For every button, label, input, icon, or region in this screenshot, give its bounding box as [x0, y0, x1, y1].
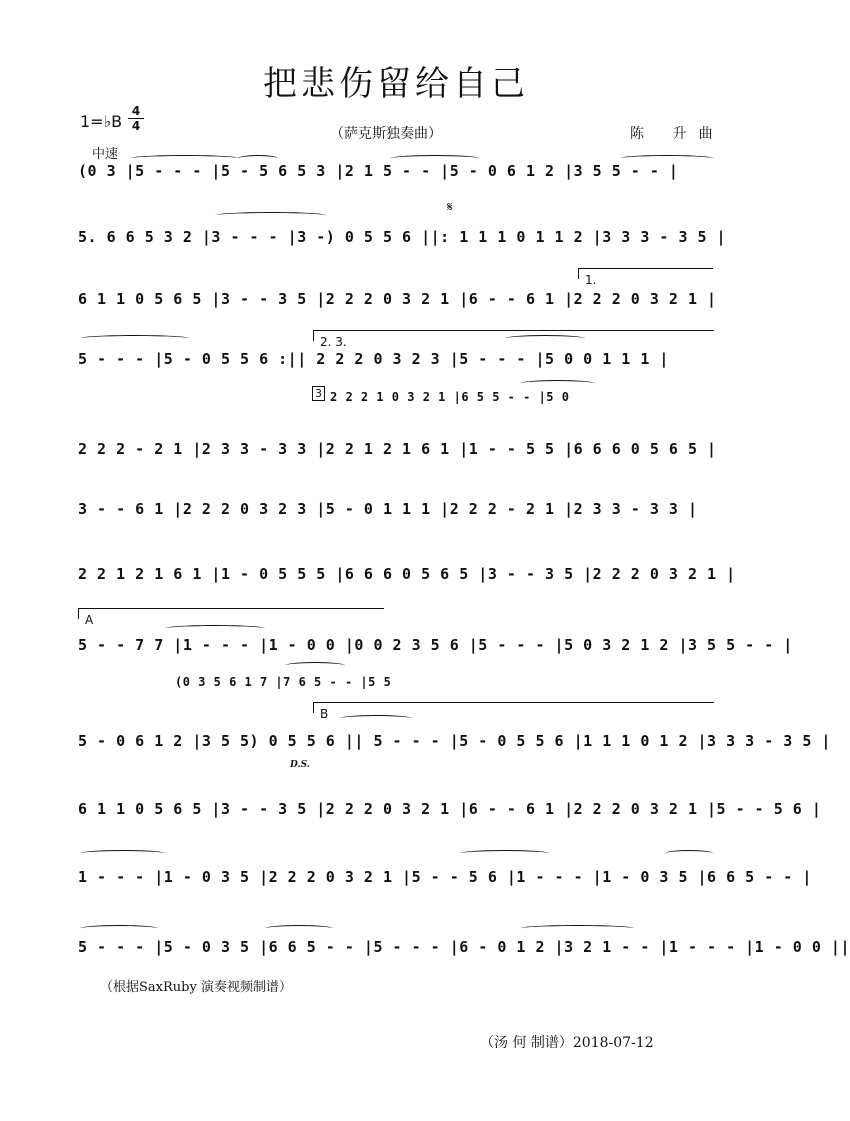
slur-line13c	[665, 850, 713, 857]
source-note: （根据SaxRuby 演奏视频制谱）	[100, 980, 292, 995]
staff-line-1: (0 3 |5 - - - |5 - 5 6 5 3 |2 1 5 - - |5 - 0 6 1 2 |3 5 5 - - |	[78, 162, 679, 180]
time-signature-top: 4	[131, 104, 141, 118]
volta-1	[578, 268, 713, 287]
slur-line13	[80, 850, 166, 857]
staff-line-10: 6 1 1 0 5 6 5 |3 - - 3 5 |2 2 2 0 3 2 1 |6 - - 6 1 |2 2 2 0 3 2 1 |5 - - 5 6 |	[78, 800, 822, 818]
section-a-bracket	[78, 608, 384, 627]
composer: 陈 升曲	[630, 126, 725, 142]
staff-line-12: 5 - - - |5 - 0 3 5 |6 6 5 - - |5 - - - |6 - 0 1 2 |3 2 1 - - |1 - - - |1 - 0 0 ||	[78, 938, 850, 956]
time-signature-bottom: 4	[128, 118, 144, 133]
staff-line-9: 5 - 0 6 1 2 |3 5 5) 0 5 5 6 || 5 - - - |5 - 0 5 5 6 |1 1 1 0 1 2 |3 3 3 - 3 5 |	[78, 732, 831, 750]
slur-line1b	[390, 155, 480, 162]
staff-line-4: 5 - - - |5 - 0 5 5 6 :|| 2 2 2 0 3 2 3 |5 - - - |5 0 0 1 1 1 |	[78, 350, 669, 368]
staff-line-8: 5 - - 7 7 |1 - - - |1 - 0 0 |0 0 2 3 5 6 |5 - - - |5 0 3 2 1 2 |3 5 5 - - |	[78, 636, 793, 654]
segno-sign: 𝄋	[447, 200, 453, 215]
slur-line14	[80, 925, 158, 932]
transcriber-credit: （汤 何 制谱）2018-07-12	[480, 1035, 654, 1051]
slur-line4	[80, 335, 190, 342]
staff-line-3: 6 1 1 0 5 6 5 |3 - - 3 5 |2 2 2 0 3 2 1 |6 - - 6 1 |2 2 2 0 3 2 1 |	[78, 290, 717, 308]
subtitle: （萨克斯独奏曲）	[330, 126, 442, 142]
slur-line1	[130, 155, 240, 162]
staff-line-4-alt: 2 2 2 1 0 3 2 1 |6 5 5 - - |5 0	[330, 390, 570, 404]
section-a-label: A	[85, 613, 94, 627]
volta-2-3	[313, 330, 714, 349]
slur-line14c	[520, 925, 635, 932]
volta-1-label: 1.	[585, 273, 597, 287]
volta-3-box: 3	[312, 386, 325, 401]
slur-line14b	[265, 925, 333, 932]
section-b-label: B	[320, 707, 329, 721]
staff-line-6: 3 - - 6 1 |2 2 2 0 3 2 3 |5 - 0 1 1 1 |2 2 2 - 2 1 |2 3 3 - 3 3 |	[78, 500, 698, 518]
slur-line13b	[460, 850, 550, 857]
key-signature: 1=♭B	[80, 112, 123, 131]
ds-marking: D.S.	[290, 760, 310, 770]
volta-2-3-label: 2. 3.	[320, 335, 347, 349]
tie-line1	[238, 155, 278, 162]
staff-line-8-alt: (0 3 5 6 1 7 |7 6 5 - - |5 5	[175, 675, 392, 689]
staff-line-11: 1 - - - |1 - 0 3 5 |2 2 2 0 3 2 1 |5 - - 5 6 |1 - - - |1 - 0 3 5 |6 6 5 - - |	[78, 868, 812, 886]
slur-line9	[165, 625, 265, 632]
tempo-marking: 中速	[92, 147, 119, 162]
slur-line2	[215, 212, 327, 219]
slur-line1c	[620, 155, 714, 162]
slur-line11	[340, 715, 412, 722]
staff-line-7: 2 2 1 2 1 6 1 |1 - 0 5 5 5 |6 6 6 0 5 6 5 |3 - - 3 5 |2 2 2 0 3 2 1 |	[78, 565, 736, 583]
staff-line-5: 2 2 2 - 2 1 |2 3 3 - 3 3 |2 2 1 2 1 6 1 |1 - - 5 5 |6 6 6 0 5 6 5 |	[78, 440, 717, 458]
score-title: 把悲伤留给自己	[263, 64, 529, 104]
time-signature	[128, 104, 144, 133]
staff-line-2: 5. 6 6 5 3 2 |3 - - - |3 -) 0 5 5 6 ||: 1 1 1 0 1 1 2 |3 3 3 - 3 5 |	[78, 228, 727, 246]
